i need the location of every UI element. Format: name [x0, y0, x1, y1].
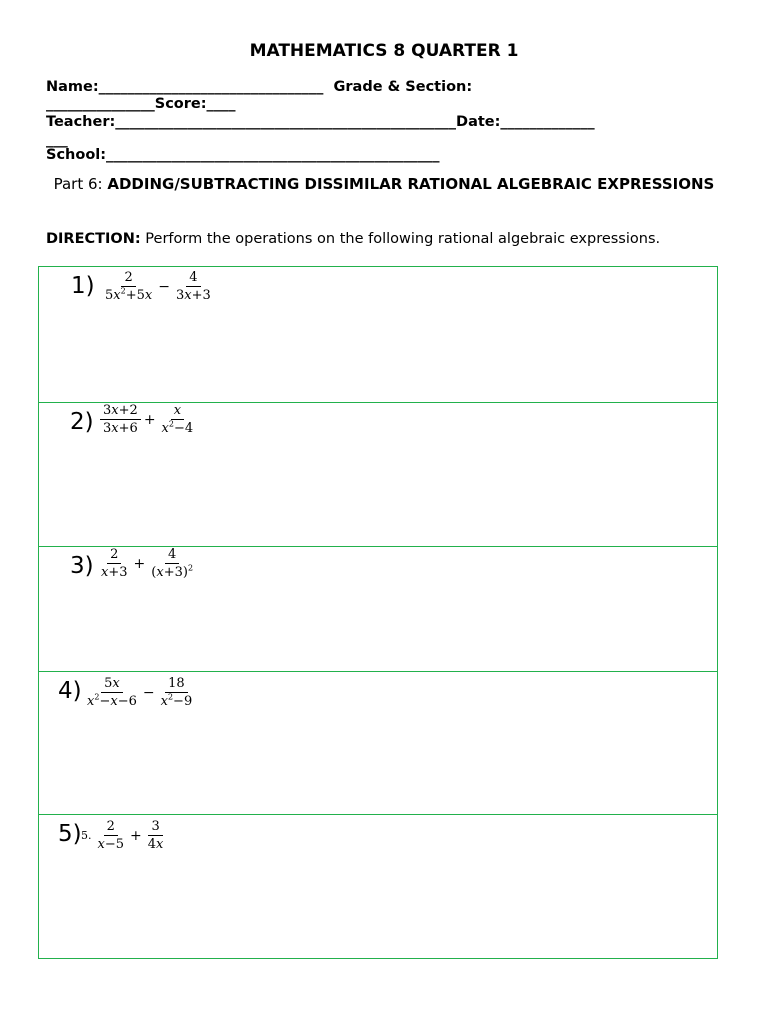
- denominator: 3x+6: [103, 421, 138, 436]
- fraction: [145, 819, 167, 852]
- numerator: 18: [165, 676, 188, 693]
- numerator: 2: [107, 547, 121, 564]
- problem-row: [39, 672, 717, 815]
- problems-table: [38, 266, 718, 959]
- part-heading: [46, 174, 722, 194]
- problem-number: 1): [71, 273, 95, 299]
- numerator: 3: [148, 819, 162, 836]
- problem-number: 5): [58, 821, 82, 847]
- operator: −: [142, 684, 155, 701]
- problem-row: [39, 403, 717, 547]
- fraction: [173, 270, 214, 303]
- teacher-date-wrap: ___: [46, 132, 68, 148]
- denominator: $x^2-4$: [161, 419, 194, 436]
- numerator: 2: [121, 270, 135, 287]
- fraction: [158, 676, 196, 709]
- denominator: $5x^2+5x$: [105, 286, 153, 303]
- denominator: x+3: [101, 565, 128, 580]
- fraction: [100, 403, 141, 436]
- problem-expression: [81, 819, 167, 852]
- fraction: [84, 676, 140, 709]
- direction: [46, 231, 660, 247]
- problem-row: [39, 815, 717, 960]
- score-line: _______________Score:____: [46, 96, 236, 112]
- problem-expression: [97, 547, 197, 580]
- operator: +: [130, 827, 142, 844]
- fraction: [102, 270, 155, 303]
- fraction: [148, 547, 196, 580]
- denominator: $x^2-9$: [160, 692, 193, 709]
- numerator: 5x: [101, 676, 123, 693]
- denominator: $x^2-x-6$: [87, 692, 137, 709]
- problem-row: [39, 267, 717, 403]
- problem-number: 2): [70, 409, 94, 435]
- fraction: [95, 819, 128, 852]
- part-title: ADDING/SUBTRACTING DISSIMILAR RATIONAL ALGEBRAIC EXPRESSIONS: [107, 175, 715, 193]
- direction-text: Perform the operations on the following rational algebraic expressions.: [140, 231, 661, 247]
- operator: −: [158, 278, 170, 295]
- numerator: 4: [186, 270, 200, 287]
- denominator: 4x: [147, 837, 164, 852]
- problem-row: [39, 547, 717, 672]
- problem-expression: [83, 676, 196, 709]
- part-prefix: Part 6:: [53, 175, 108, 193]
- numerator: 2: [104, 819, 118, 836]
- operator: +: [133, 555, 146, 572]
- direction-label: DIRECTION:: [46, 231, 141, 247]
- fraction: [98, 547, 131, 580]
- problem-prefix: 5.: [81, 829, 92, 842]
- numerator: 4: [165, 547, 179, 564]
- teacher-date-line: Teacher:_______________________________________________Date:_____________: [46, 114, 595, 130]
- numerator: x: [171, 403, 184, 420]
- fraction: [159, 403, 197, 436]
- denominator: 3x+3: [175, 288, 211, 303]
- problem-expression: [99, 403, 197, 436]
- denominator: $(x+3)^2$: [151, 563, 194, 580]
- school-line: School:______________________________________________: [46, 147, 440, 163]
- worksheet-title: MATHEMATICS 8 QUARTER 1: [249, 41, 519, 61]
- name-grade-line: Name:_______________________________ Grade & Section:: [46, 79, 473, 95]
- problem-expression: [101, 270, 215, 303]
- denominator: x−5: [97, 837, 125, 852]
- problem-number: 4): [58, 678, 82, 704]
- operator: +: [143, 411, 156, 428]
- problem-number: 3): [70, 553, 94, 579]
- numerator: 3x+2: [100, 403, 141, 420]
